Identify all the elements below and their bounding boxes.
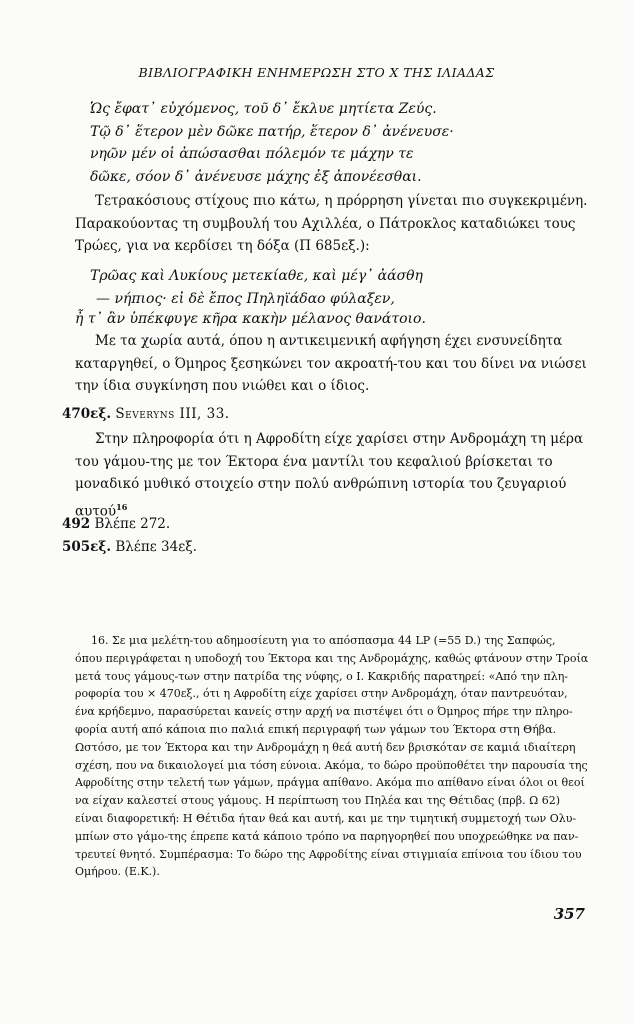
text-line: Με τα χωρία αυτά, όπου η αντικειμενική αφήγηση έχει ενσυνείδητα: [95, 333, 563, 349]
verse-line: δῶκε, σόον δ᾽ ἀνένευσε μάχης ἐξ ἀπονέεσθαι.: [90, 168, 422, 185]
footnote-marker[interactable]: 16: [116, 501, 128, 512]
greek-quote-1: [90, 98, 600, 188]
entry-470: [62, 403, 585, 426]
footnote-line: ροφορία του × 470εξ., ότι η Αφροδίτη είχε χαρίσει στην Ανδρομάχη, όταν παντρευόταν,: [75, 687, 568, 701]
footnote-line: Ωστόσο, με τον Έκτορα και την Ανδρομάχη η θεά αυτή δεν βρισκόταν σε καμιά ιδιαίτερη: [75, 740, 576, 754]
entry-number: 492: [62, 516, 91, 532]
greek-quote-2: [90, 265, 600, 310]
text-line: του γάμου-της με τον Έκτορα ένα μαντίλι του κεφαλιού βρίσκεται το: [75, 453, 553, 470]
text-line: Παρακούοντας τη συμβουλή του Αχιλλέα, ο Πάτροκλος καταδιώκει τους: [75, 215, 576, 232]
text-line: καταργηθεί, ο Όμηρος ξεσηκώνει τον ακροατή-του και του δίνει να νιώσει: [75, 355, 587, 372]
entry-number: 505εξ.: [62, 539, 112, 555]
footnote-line: Ομήρου. (Ε.Κ.).: [75, 865, 160, 879]
verse-line: — νήπιος· εἰ δὲ ἔπος Πηληϊάδαο φύλαξεν,: [96, 290, 395, 307]
footnote-line: φορία αυτή από κάποια πιο παλιά επική περιγραφή των γάμων του Έκτορα στη Θήβα.: [75, 722, 557, 736]
text-line: Τετρακόσιους στίχους πιο κάτω, η πρόρρηση γίνεται πιο συγκεκριμένη.: [95, 193, 588, 209]
verse-line: Ὡς ἔφατ᾽ εὐχόμενος, τοῦ δ᾽ ἔκλυε μητίετα Ζεύς.: [90, 101, 437, 117]
text-fragment: αυτού: [75, 503, 117, 519]
footnote-16: [75, 632, 589, 881]
crossref-text: Βλέπε 272.: [94, 516, 171, 532]
verse-line: Τρῶας καὶ Λυκίους μετεκίαθε, καὶ μέγ᾽ ἀάσθη: [90, 268, 423, 284]
paragraph-1: [75, 190, 588, 258]
text-line: Τρώες, για να κερδίσει τη δόξα (Π 685εξ.):: [75, 238, 370, 254]
crossref-text: Βλέπε 34εξ.: [115, 539, 197, 555]
entry-reference: Severyns III, 33.: [115, 406, 230, 422]
footnote-line: τρευτεί θνητό. Συμπέρασμα: Το δώρο της Αφροδίτης είναι στιγμιαία επίνοια του ίδιου του: [75, 847, 582, 861]
text-line: μοναδικό μυθικό στοιχείο στην πολύ ανθρώπινη ιστορία του ζευγαριού: [75, 476, 567, 492]
text-line: την ίδια συγκίνηση που νιώθει και ο ίδιος.: [75, 378, 370, 394]
footnote-line: σχέση, που να δικαιολογεί μια τόση εύνοια. Ακόμα, το δώρο προϋποθέτει την παρουσία της: [75, 758, 588, 772]
greek-quote-2-continuation: [75, 308, 585, 331]
entry-number: 470εξ.: [62, 406, 112, 422]
footnote-line: όπου περιγράφεται η υποδοχή του Έκτορα και της Ανδρομάχης, καθώς φτάνουν στην Τροία: [75, 651, 589, 665]
verse-line: νηῶν μέν οἱ ἀπώσασθαι πόλεμόν τε μάχην τε: [90, 146, 414, 162]
verse-line: ἦ τ᾽ ἂν ὑπέκφυγε κῆρα κακὴν μέλανος θανάτοιο.: [75, 311, 426, 327]
entry-492: [62, 513, 585, 536]
page-number: 357: [553, 905, 585, 923]
footnote-line: μετά τους γάμους-των στην πατρίδα της νύφης, ο Ι. Κακριδής παρατηρεί: «Από την πλη-: [75, 669, 569, 683]
footnote-line: είναι διαφορετική: Η Θέτιδα ήταν θεά και αυτή, και με την τιμητική συμμετοχή των Ολυ-: [75, 811, 577, 825]
entry-470-text: [75, 428, 585, 523]
footnote-line: Αφροδίτης στην τελετή των γάμων, πράγμα απίθανο. Ακόμα πιο απίθανο είναι όλοι οι θεοί: [75, 776, 585, 790]
footnote-line: να είχαν καλεστεί στους γάμους. Η περίπτωση του Πηλέα και της Θέτιδας (πρβ. Ω 62): [75, 794, 561, 808]
entry-505: [62, 536, 585, 559]
verse-line: Τῷ δ᾽ ἕτερον μὲν δῶκε πατήρ, ἕτερον δ᾽ ἀνένευσε·: [90, 123, 454, 140]
entry-crossref: [94, 516, 170, 532]
running-head: ΒΙΒΛΙΟΓΡΑΦΙΚΗ ΕΝΗΜΕΡΩΣΗ ΣΤΟ Χ ΤΗΣ ΙΛΙΑΔΑΣ: [138, 65, 495, 80]
footnote-line: μπίων στο γάμο-της έπρεπε κατά κάποιο τρόπο να παρηγορηθεί που υποχρεώθηκε να παν-: [75, 829, 579, 843]
footnote-line: 16. Σε μια μελέτη-του αδημοσίευτη για το απόσπασμα 44 LP (=55 D.) της Σαπφώς,: [91, 634, 556, 647]
entry-crossref: [115, 539, 197, 555]
footnote-line: ένα κρήδεμνο, παρασύρεται κανείς στην αρχή να πιστέψει ότι ο Όμηρος πήρε την πληρο-: [75, 705, 573, 719]
text-line: Στην πληροφορία ότι η Αφροδίτη είχε χαρίσει στην Ανδρομάχη τη μέρα: [95, 431, 584, 447]
paragraph-2: [75, 330, 585, 398]
